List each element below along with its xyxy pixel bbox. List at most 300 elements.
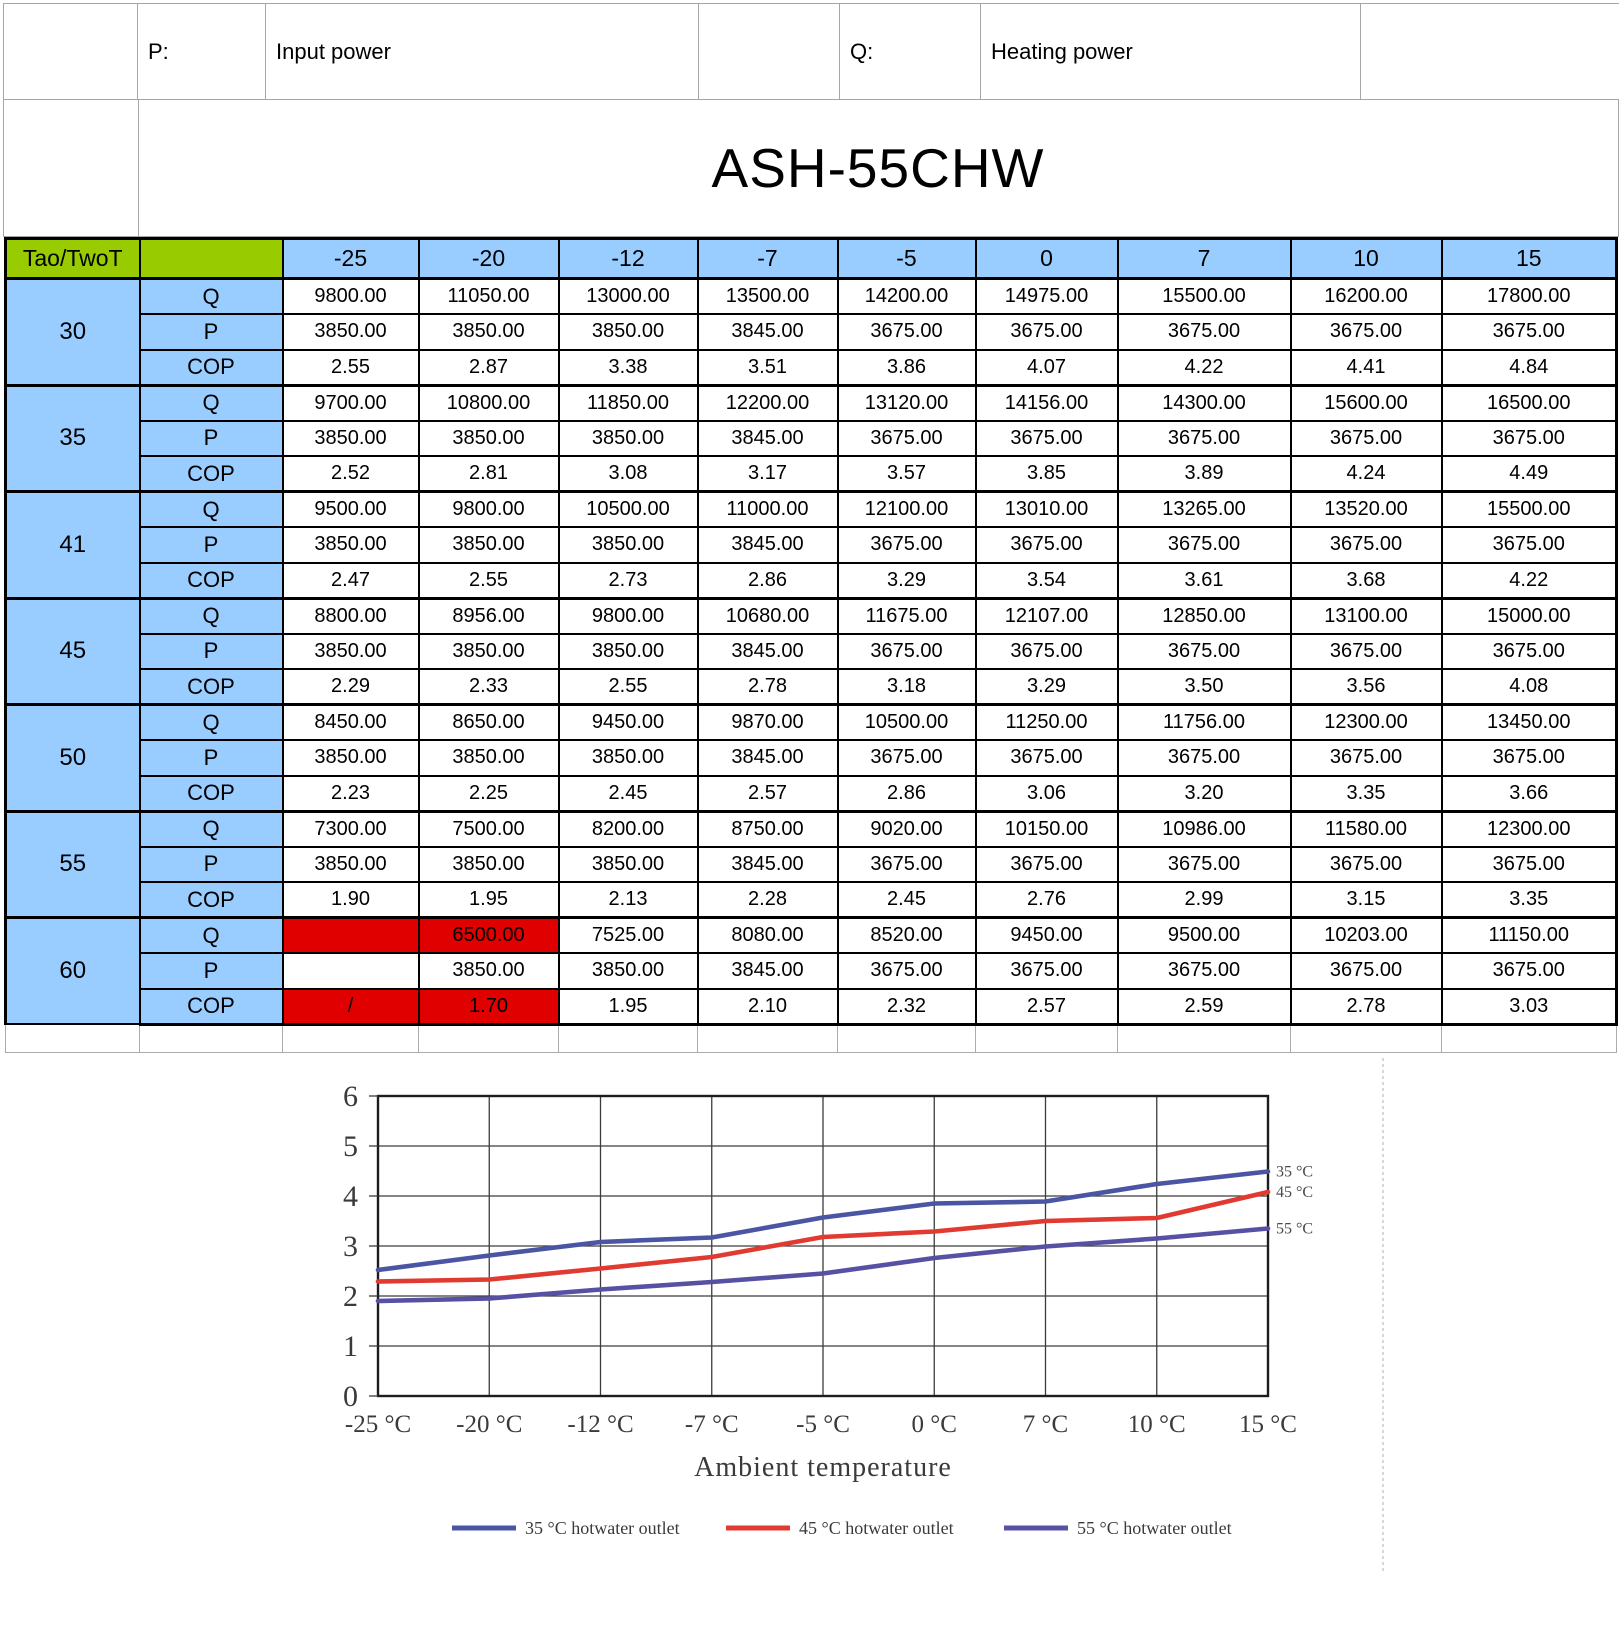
table-cell[interactable]: 3.03 [1442,989,1617,1025]
table-row-30-COP [6,350,1617,386]
table-cell[interactable]: 3850.00 [559,953,698,989]
table-cell[interactable]: 10680.00 [698,598,838,634]
table-cell[interactable]: 3850.00 [559,847,698,883]
table-cell[interactable]: 10203.00 [1291,918,1442,954]
table-cell[interactable]: 3.06 [976,776,1118,812]
column-header-10[interactable]: 10 [1291,239,1442,279]
table-cell[interactable]: 3675.00 [1442,847,1617,883]
table-cell[interactable]: 2.47 [283,563,419,599]
table-row-41-Q [6,492,1617,528]
table-cell[interactable]: 3675.00 [838,740,976,776]
table-cell[interactable]: 3.57 [838,456,976,492]
table-cell[interactable]: 8750.00 [698,811,838,847]
metric-label-P[interactable]: P [140,847,283,883]
table-cell[interactable]: 13265.00 [1118,492,1291,528]
table-cell[interactable]: 9800.00 [559,598,698,634]
table-cell[interactable]: 7300.00 [283,811,419,847]
table-cell[interactable]: 3.68 [1291,563,1442,599]
table-row-50-P [6,740,1617,776]
table-cell[interactable]: 10800.00 [419,385,559,421]
metric-label-COP[interactable]: COP [140,456,283,492]
table-cell[interactable]: 9800.00 [283,279,419,315]
table-cell[interactable]: 8520.00 [838,918,976,954]
table-cell[interactable]: 8450.00 [283,705,419,741]
legend-label: 55 °C hotwater outlet [1077,1518,1232,1538]
table-cell[interactable]: 3675.00 [976,527,1118,563]
table-cell[interactable]: 3.20 [1118,776,1291,812]
legend-entry [1004,1518,1232,1538]
table-cell[interactable]: 3.50 [1118,669,1291,705]
table-cell[interactable]: 3675.00 [1118,953,1291,989]
table-cell[interactable]: 3.66 [1442,776,1617,812]
x-tick-label: -12 °C [567,1411,634,1438]
table-cell[interactable]: 7500.00 [419,811,559,847]
table-header-row [6,239,1617,279]
table-cell[interactable]: 9500.00 [1118,918,1291,954]
table-cell[interactable]: 13100.00 [1291,598,1442,634]
table-cell[interactable]: 3850.00 [419,953,559,989]
table-cell[interactable]: 4.07 [976,350,1118,386]
table-cell[interactable]: 11250.00 [976,705,1118,741]
table-cell[interactable]: 13000.00 [559,279,698,315]
table-cell[interactable]: 13450.00 [1442,705,1617,741]
column-header--7[interactable]: -7 [698,239,838,279]
table-cell[interactable]: 2.57 [698,776,838,812]
table-cell[interactable]: 4.24 [1291,456,1442,492]
table-cell[interactable]: 3850.00 [283,314,419,350]
x-axis-title: Ambient temperature [694,1452,952,1483]
table-cell[interactable]: 3.17 [698,456,838,492]
table-cell[interactable]: 3.61 [1118,563,1291,599]
row-group-label-41[interactable]: 41 [6,492,140,599]
table-cell[interactable]: 10986.00 [1118,811,1291,847]
table-cell[interactable]: 9870.00 [698,705,838,741]
table-cell[interactable]: 12100.00 [838,492,976,528]
table-row-60-COP [6,989,1617,1025]
metric-label-COP[interactable]: COP [140,989,283,1025]
table-cell[interactable]: 3850.00 [419,527,559,563]
table-cell[interactable]: 3.29 [976,669,1118,705]
x-tick-label: -25 °C [344,1411,412,1438]
table-cell[interactable]: 3675.00 [1291,740,1442,776]
cop-chart[interactable] [0,1050,1622,1640]
table-cell[interactable]: 3675.00 [1442,421,1617,457]
table-cell[interactable]: 1.95 [559,989,698,1025]
table-cell[interactable]: 14300.00 [1118,385,1291,421]
table-cell[interactable]: 3675.00 [1442,314,1617,350]
table-cell[interactable]: 3.15 [1291,882,1442,918]
table-cell[interactable]: 3850.00 [559,527,698,563]
table-cell[interactable]: 3845.00 [698,847,838,883]
table-cell[interactable]: 3850.00 [559,634,698,670]
table-cell[interactable]: 3675.00 [1118,847,1291,883]
table-cell[interactable]: 2.81 [419,456,559,492]
metric-label-P[interactable]: P [140,314,283,350]
table-cell[interactable]: 4.22 [1442,563,1617,599]
table-cell[interactable]: 14156.00 [976,385,1118,421]
table-cell[interactable]: 15500.00 [1118,279,1291,315]
table-cell[interactable]: 11850.00 [559,385,698,421]
table-row-55-P [6,847,1617,883]
q-key-label: Q: [850,38,874,64]
legend-label: 45 °C hotwater outlet [799,1518,954,1538]
table-cell[interactable]: 11675.00 [838,598,976,634]
table-cell[interactable]: 3850.00 [559,421,698,457]
table-row-60-Q [6,918,1617,954]
page-title[interactable] [138,100,1618,236]
table-cell[interactable]: 2.23 [283,776,419,812]
metric-label-Q[interactable]: Q [140,492,283,528]
metric-label-COP[interactable]: COP [140,776,283,812]
table-row-55-COP [6,882,1617,918]
table-cell[interactable]: 3675.00 [1291,953,1442,989]
table-cell[interactable]: 3.38 [559,350,698,386]
table-cell[interactable]: 3675.00 [1118,314,1291,350]
metric-label-COP[interactable]: COP [140,669,283,705]
table-cell[interactable]: 2.13 [559,882,698,918]
q-key-cell[interactable] [840,4,981,99]
table-cell[interactable]: 3850.00 [419,740,559,776]
metric-label-P[interactable]: P [140,634,283,670]
corner-blank-cell[interactable] [140,239,283,279]
x-tick-label: 15 °C [1239,1411,1297,1438]
metric-label-P[interactable]: P [140,527,283,563]
table-cell[interactable]: 14975.00 [976,279,1118,315]
table-cell[interactable]: 12300.00 [1291,705,1442,741]
table-cell[interactable]: 3850.00 [283,740,419,776]
table-cell[interactable]: 4.41 [1291,350,1442,386]
table-cell[interactable]: 13500.00 [698,279,838,315]
table-cell[interactable]: 2.10 [698,989,838,1025]
table-cell[interactable]: 2.52 [283,456,419,492]
table-cell[interactable]: 3675.00 [838,421,976,457]
empty-cell[interactable] [1442,1024,1617,1052]
table-cell[interactable]: 9700.00 [283,385,419,421]
table-cell[interactable]: 2.55 [559,669,698,705]
table-cell[interactable]: 13120.00 [838,385,976,421]
metric-label-COP[interactable]: COP [140,563,283,599]
legend-entry [452,1518,680,1538]
table-cell[interactable]: 8080.00 [698,918,838,954]
table-cell[interactable]: 2.86 [698,563,838,599]
line-end-label: 35 °C [1276,1163,1314,1181]
column-header--5[interactable]: -5 [838,239,976,279]
table-cell[interactable]: 15600.00 [1291,385,1442,421]
table-cell[interactable]: 12850.00 [1118,598,1291,634]
y-tick-label: 2 [343,1280,358,1313]
table-cell[interactable]: 4.22 [1118,350,1291,386]
table-cell[interactable]: 3675.00 [1118,740,1291,776]
metric-label-COP[interactable]: COP [140,350,283,386]
x-tick-label: 10 °C [1127,1411,1186,1438]
table-cell[interactable]: 11000.00 [698,492,838,528]
table-cell[interactable]: 10500.00 [559,492,698,528]
y-tick-label: 0 [343,1380,358,1413]
table-cell[interactable]: 3675.00 [838,953,976,989]
table-cell[interactable]: 8800.00 [283,598,419,634]
table-cell[interactable]: 7525.00 [559,918,698,954]
row-group-label-50[interactable]: 50 [6,705,140,812]
metric-label-Q[interactable]: Q [140,811,283,847]
x-tick-label: 0 °C [911,1411,957,1438]
metric-label-P[interactable]: P [140,740,283,776]
p-desc-label: Input power [276,38,391,64]
table-row-50-COP [6,776,1617,812]
table-cell[interactable]: 3675.00 [976,314,1118,350]
table-cell[interactable]: 3.08 [559,456,698,492]
q-desc-cell[interactable] [981,4,1361,99]
table-cell[interactable]: 3850.00 [419,314,559,350]
model-name: ASH-55CHW [711,137,1045,199]
title-row [3,100,1619,237]
table-cell[interactable]: 1.95 [419,882,559,918]
table-cell[interactable]: 3850.00 [283,634,419,670]
table-cell[interactable]: 3675.00 [838,634,976,670]
table-cell[interactable]: 3675.00 [1442,634,1617,670]
empty-cell[interactable] [1291,1024,1442,1052]
table-cell[interactable]: 11580.00 [1291,811,1442,847]
table-cell[interactable] [283,918,419,954]
table-cell[interactable]: 2.87 [419,350,559,386]
table-cell[interactable]: 2.57 [976,989,1118,1025]
table-cell[interactable]: 8200.00 [559,811,698,847]
table-cell[interactable]: 15500.00 [1442,492,1617,528]
table-cell[interactable]: 3675.00 [1291,634,1442,670]
row-group-label-45[interactable]: 45 [6,598,140,705]
table-cell[interactable]: 3675.00 [1291,421,1442,457]
table-cell[interactable]: 3.56 [1291,669,1442,705]
table-row-60-P [6,953,1617,989]
table-cell[interactable]: 4.49 [1442,456,1617,492]
table-cell[interactable]: 3675.00 [1442,953,1617,989]
table-cell[interactable]: 3850.00 [283,421,419,457]
table-cell[interactable]: 11050.00 [419,279,559,315]
table-cell[interactable]: 3850.00 [419,847,559,883]
table-row-45-COP [6,669,1617,705]
legend-label: 35 °C hotwater outlet [525,1518,680,1538]
table-cell[interactable]: 2.45 [559,776,698,812]
empty-cell[interactable] [6,1024,140,1052]
table-cell[interactable]: 11756.00 [1118,705,1291,741]
metric-label-P[interactable]: P [140,953,283,989]
table-cell[interactable]: 9500.00 [283,492,419,528]
column-header--12[interactable]: -12 [559,239,698,279]
table-cell[interactable]: 16500.00 [1442,385,1617,421]
table-cell[interactable]: 8956.00 [419,598,559,634]
table-cell[interactable]: 2.59 [1118,989,1291,1025]
performance-table [4,237,1618,1053]
table-cell[interactable]: 13010.00 [976,492,1118,528]
row-group-label-30[interactable]: 30 [6,279,140,386]
table-cell[interactable]: 2.32 [838,989,976,1025]
table-cell[interactable]: 8650.00 [419,705,559,741]
table-cell[interactable]: 3.35 [1291,776,1442,812]
table-cell[interactable]: 4.84 [1442,350,1617,386]
table-cell[interactable]: 10150.00 [976,811,1118,847]
table-cell[interactable]: 3.86 [838,350,976,386]
table-cell[interactable]: 2.86 [838,776,976,812]
row-group-label-35[interactable]: 35 [6,385,140,492]
column-header-0[interactable]: 0 [976,239,1118,279]
table-cell[interactable]: 3675.00 [1291,527,1442,563]
table-cell[interactable]: 3675.00 [838,314,976,350]
column-header-15[interactable]: 15 [1442,239,1617,279]
table-cell[interactable]: 1.90 [283,882,419,918]
table-cell[interactable]: 2.78 [1291,989,1442,1025]
metric-label-Q[interactable]: Q [140,385,283,421]
table-row-45-P [6,634,1617,670]
empty-cell[interactable] [283,1024,419,1052]
table-cell[interactable]: 3845.00 [698,740,838,776]
table-cell[interactable]: 3675.00 [976,421,1118,457]
table-cell[interactable]: 3675.00 [1118,527,1291,563]
metric-label-Q[interactable]: Q [140,598,283,634]
table-cell[interactable]: 15000.00 [1442,598,1617,634]
table-cell[interactable]: 3675.00 [838,527,976,563]
p-key-cell[interactable] [138,4,266,99]
table-cell[interactable]: 9450.00 [559,705,698,741]
table-cell[interactable]: 3.54 [976,563,1118,599]
q-desc-label: Heating power [991,38,1133,64]
table-cell[interactable]: 6500.00 [419,918,559,954]
x-tick-label: 7 °C [1022,1411,1069,1438]
cell-blank-mid[interactable] [699,4,840,99]
metric-label-P[interactable]: P [140,421,283,457]
table-cell[interactable]: 3850.00 [559,314,698,350]
table-cell[interactable]: 3845.00 [698,634,838,670]
table-cell[interactable]: 3675.00 [976,847,1118,883]
line-end-label: 55 °C [1276,1220,1314,1238]
table-cell[interactable]: 12107.00 [976,598,1118,634]
table-cell[interactable]: 3850.00 [419,634,559,670]
table-cell[interactable]: 3675.00 [976,634,1118,670]
y-tick-label: 4 [343,1180,358,1213]
table-cell[interactable]: / [283,989,419,1025]
legend-entry [726,1518,954,1538]
empty-cell[interactable] [976,1024,1118,1052]
table-row-35-P [6,421,1617,457]
table-cell[interactable]: 2.55 [283,350,419,386]
row-group-label-55[interactable]: 55 [6,811,140,918]
table-cell[interactable]: 3850.00 [419,421,559,457]
table-cell[interactable]: 13520.00 [1291,492,1442,528]
table-cell[interactable]: 11150.00 [1442,918,1617,954]
table-cell[interactable] [283,953,419,989]
table-cell[interactable]: 3.85 [976,456,1118,492]
empty-cell[interactable] [698,1024,838,1052]
table-cell[interactable]: 2.33 [419,669,559,705]
table-cell[interactable]: 3845.00 [698,314,838,350]
table-cell[interactable]: 2.45 [838,882,976,918]
table-cell[interactable]: 3.18 [838,669,976,705]
table-row-55-Q [6,811,1617,847]
table-cell[interactable]: 9800.00 [419,492,559,528]
metric-label-Q[interactable]: Q [140,279,283,315]
table-cell[interactable]: 3675.00 [1291,847,1442,883]
empty-sheet-row [6,1024,1617,1052]
table-cell[interactable]: 2.55 [419,563,559,599]
table-cell[interactable]: 2.76 [976,882,1118,918]
table-cell[interactable]: 12200.00 [698,385,838,421]
table-cell[interactable]: 3675.00 [976,740,1118,776]
table-cell[interactable]: 3675.00 [1118,634,1291,670]
empty-cell[interactable] [140,1024,283,1052]
cell-blank-right[interactable] [1361,4,1620,99]
cell-blank-a1[interactable] [4,4,138,99]
table-cell[interactable]: 3850.00 [283,527,419,563]
metric-label-COP[interactable]: COP [140,882,283,918]
column-header--25[interactable]: -25 [283,239,419,279]
table-cell[interactable]: 3.29 [838,563,976,599]
line-end-label: 45 °C [1276,1184,1314,1201]
table-cell[interactable]: 3675.00 [1291,314,1442,350]
table-cell[interactable]: 3675.00 [838,847,976,883]
table-row-45-Q [6,598,1617,634]
x-tick-label: -5 °C [796,1411,850,1438]
corner-cell[interactable]: Tao/TwoT [6,239,140,279]
table-row-35-COP [6,456,1617,492]
empty-cell[interactable] [419,1024,559,1052]
table-cell[interactable]: 10500.00 [838,705,976,741]
table-cell[interactable]: 2.78 [698,669,838,705]
y-tick-label: 1 [343,1330,358,1363]
table-cell[interactable]: 16200.00 [1291,279,1442,315]
row-group-label-60[interactable]: 60 [6,918,140,1025]
table-cell[interactable]: 1.70 [419,989,559,1025]
p-key-label: P: [148,38,169,64]
table-cell[interactable]: 3.35 [1442,882,1617,918]
table-cell[interactable]: 3675.00 [976,953,1118,989]
x-tick-label: -7 °C [684,1411,739,1438]
table-cell[interactable]: 3.89 [1118,456,1291,492]
table-row-30-Q [6,279,1617,315]
table-cell[interactable]: 3.51 [698,350,838,386]
title-row-stub-cell[interactable] [4,100,139,236]
y-tick-label: 6 [343,1080,358,1113]
empty-cell[interactable] [838,1024,976,1052]
table-cell[interactable]: 3675.00 [1442,527,1617,563]
p-desc-cell[interactable] [266,4,699,99]
table-cell[interactable]: 12300.00 [1442,811,1617,847]
table-cell[interactable]: 9020.00 [838,811,976,847]
table-cell[interactable]: 3850.00 [559,740,698,776]
table-cell[interactable]: 2.99 [1118,882,1291,918]
table-cell[interactable]: 3845.00 [698,527,838,563]
column-header-7[interactable]: 7 [1118,239,1291,279]
table-cell[interactable]: 3845.00 [698,953,838,989]
metric-label-Q[interactable]: Q [140,705,283,741]
table-cell[interactable]: 3675.00 [1442,740,1617,776]
table-cell[interactable]: 2.29 [283,669,419,705]
table-cell[interactable]: 2.73 [559,563,698,599]
table-cell[interactable]: 3845.00 [698,421,838,457]
empty-cell[interactable] [559,1024,698,1052]
table-cell[interactable]: 9450.00 [976,918,1118,954]
table-cell[interactable]: 2.25 [419,776,559,812]
column-header--20[interactable]: -20 [419,239,559,279]
table-cell[interactable]: 2.28 [698,882,838,918]
empty-cell[interactable] [1118,1024,1291,1052]
table-cell[interactable]: 3675.00 [1118,421,1291,457]
table-cell[interactable]: 17800.00 [1442,279,1617,315]
table-row-30-P [6,314,1617,350]
metric-label-Q[interactable]: Q [140,918,283,954]
table-cell[interactable]: 4.08 [1442,669,1617,705]
table-cell[interactable]: 14200.00 [838,279,976,315]
y-tick-label: 3 [343,1230,358,1263]
x-tick-label: -20 °C [456,1411,523,1438]
table-cell[interactable]: 3850.00 [283,847,419,883]
